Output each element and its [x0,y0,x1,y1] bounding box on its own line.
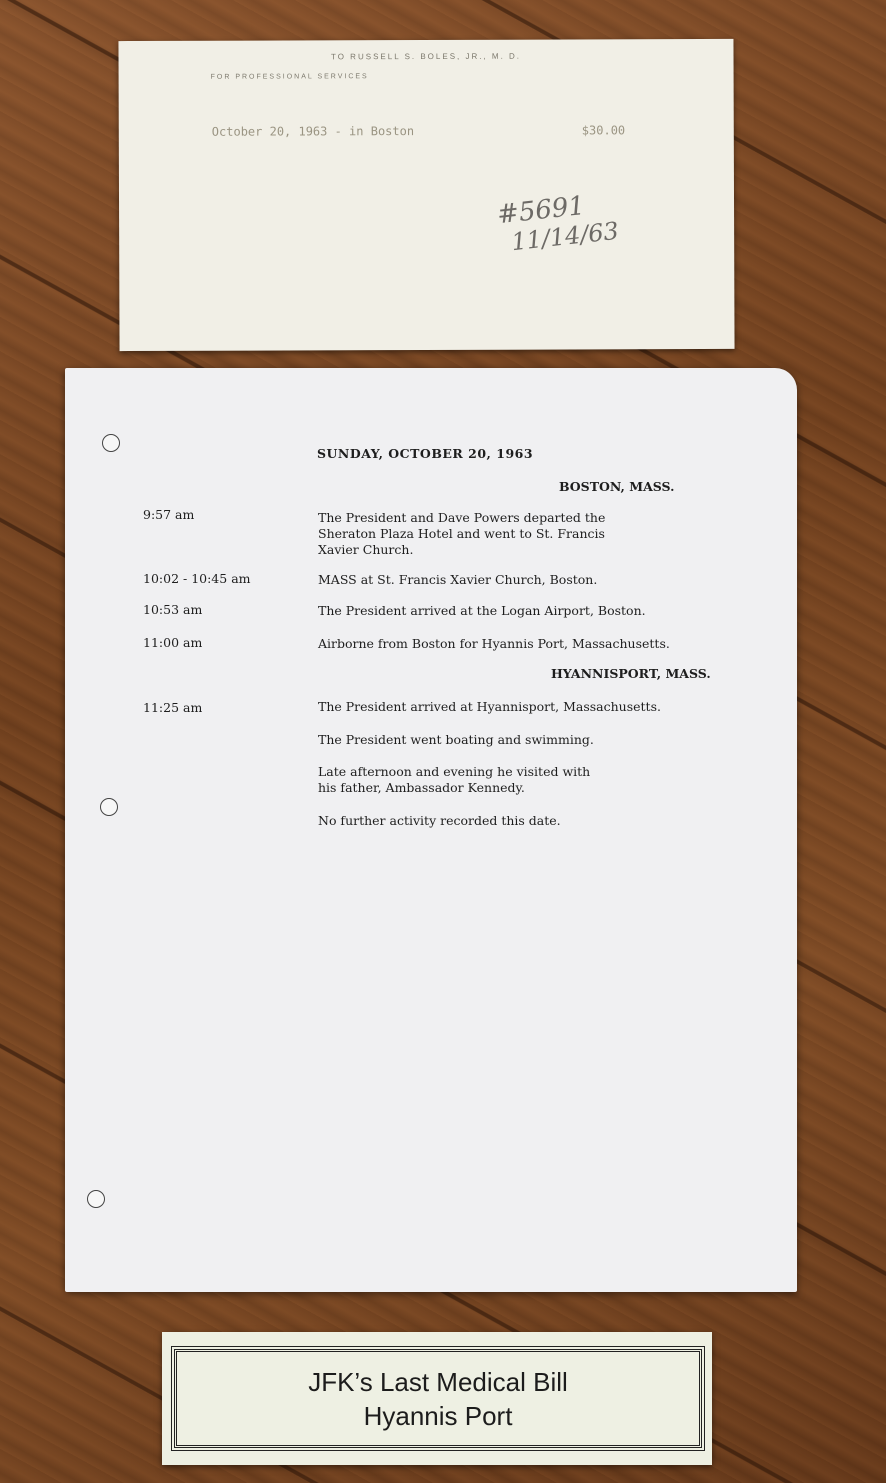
log-note [318,732,594,748]
caption-subtitle: Hyannis Port [363,1400,513,1431]
location-hyannisport: HYANNISPORT, MASS. [551,666,711,681]
location-boston: BOSTON, MASS. [559,479,675,494]
bill-services-line: FOR PROFESSIONAL SERVICES [210,73,369,81]
entry-description [318,603,646,619]
entry-line: Sheraton Plaza Hotel and went to St. Francis [318,526,605,541]
binder-hole [87,1190,105,1208]
entry-line: The President and Dave Powers departed the [318,510,606,525]
note-line: No further activity recorded this date. [318,813,561,828]
medical-bill-card [118,39,734,351]
caption-frame [174,1349,702,1448]
entry-description [318,699,661,715]
entry-line: The President arrived at Hyannisport, Massachusetts. [318,699,661,714]
binder-hole [102,434,120,452]
daily-log-sheet [65,368,797,1292]
entry-time: 9:57 am [143,507,195,522]
handwritten-date: 11/14/63 [509,216,621,257]
caption-title: JFK’s Last Medical Bill [308,1366,568,1397]
entry-description [318,636,670,652]
entry-time: 10:02 - 10:45 am [143,571,251,586]
entry-line: Xavier Church. [318,542,414,557]
binder-hole [100,798,118,816]
log-note [318,813,561,829]
note-line: Late afternoon and evening he visited with [318,764,591,779]
handwritten-number: #5691 [495,190,587,231]
entry-description [318,572,597,588]
entry-time: 11:00 am [143,635,203,650]
note-line: The President went boating and swimming. [318,732,594,747]
log-note [318,764,590,796]
note-line: his father, Ambassador Kennedy. [318,780,525,795]
entry-line: The President arrived at the Logan Airport, Boston. [318,603,646,618]
bill-recipient-line: TO RUSSELL S. BOLES, JR., M. D. [330,51,522,62]
entry-line: Airborne from Boston for Hyannis Port, Massachusetts. [318,636,670,651]
entry-time: 10:53 am [143,602,203,617]
bill-amount: $30.00 [581,123,626,138]
entry-description [318,510,605,558]
bill-entry: October 20, 1963 - in Boston [211,124,415,139]
log-date-heading: SUNDAY, OCTOBER 20, 1963 [317,446,534,461]
entry-line: MASS at St. Francis Xavier Church, Boston. [318,572,598,587]
caption-plaque [162,1332,712,1465]
entry-time: 11:25 am [143,700,203,715]
